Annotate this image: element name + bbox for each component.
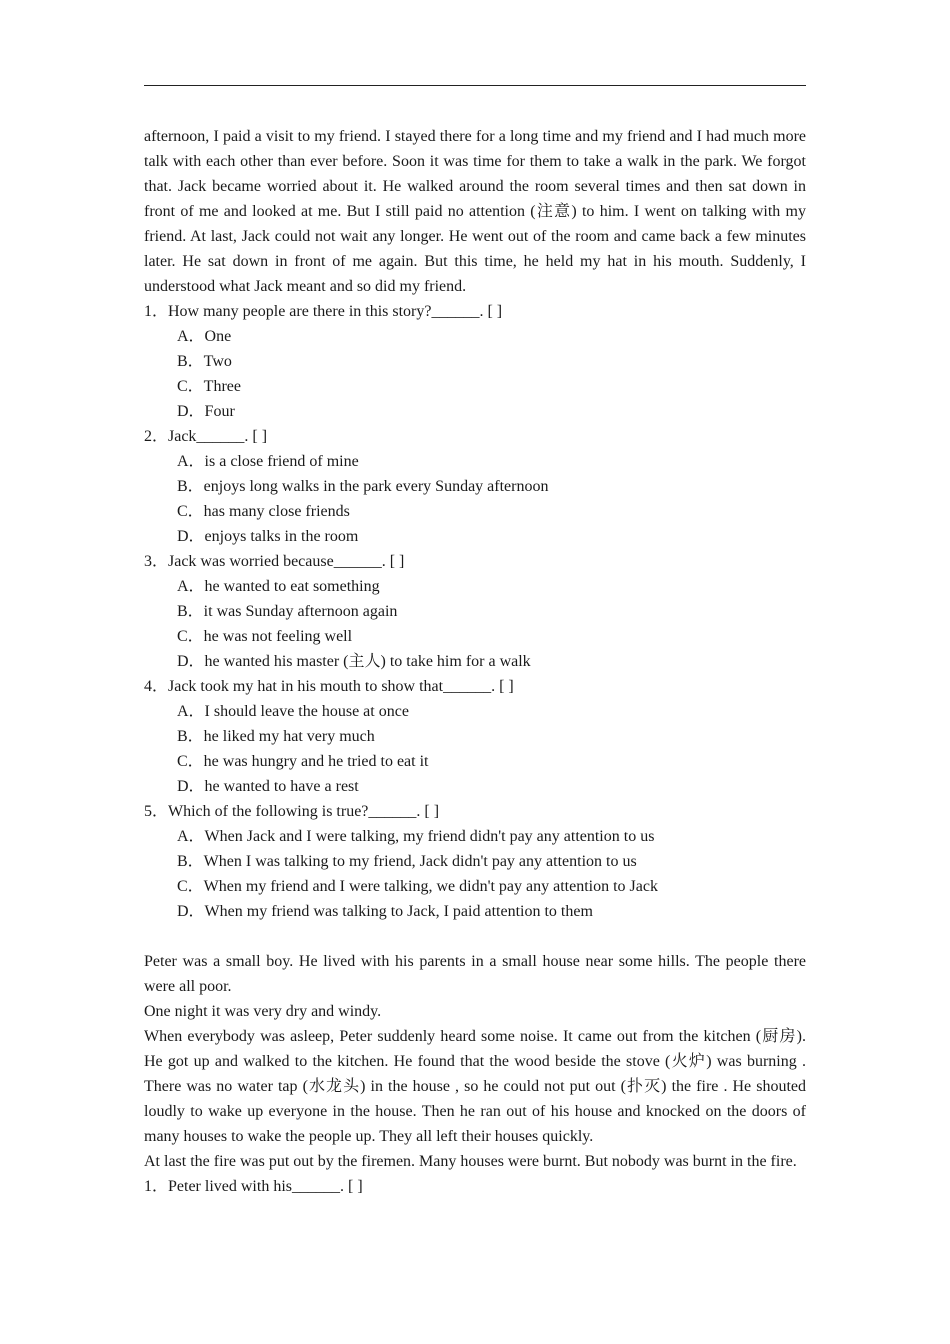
option-b: B．he liked my hat very much xyxy=(177,728,375,745)
option-d: D．When my friend was talking to Jack, I paid attention to them xyxy=(177,903,593,920)
option-c: C．has many close friends xyxy=(177,503,350,520)
question-5 xyxy=(144,799,806,924)
option-c: C．he was not feeling well xyxy=(177,628,353,645)
option-b: B．When I was talking to my friend, Jack didn't pay any attention to us xyxy=(177,853,637,870)
question-2 xyxy=(144,424,806,549)
option-d: D．Four xyxy=(177,403,235,420)
passage-2-paragraph: Peter was a small boy. He lived with his parents in a small house near some hills. The people there were all poor. xyxy=(144,953,806,995)
question-stem: 5．Which of the following is true?______. [ ] xyxy=(144,803,440,820)
question-stem: 1．Peter lived with his______. [ ] xyxy=(144,1178,363,1195)
section-spacer xyxy=(144,924,806,949)
question-stem: 4．Jack took my hat in his mouth to show that______. [ ] xyxy=(144,678,514,695)
header-rule xyxy=(144,85,806,86)
passage-2-paragraph: At last the fire was put out by the firemen. Many houses were burnt. But nobody was burnt in the fire. xyxy=(144,1153,797,1170)
option-a: A．is a close friend of mine xyxy=(177,453,359,470)
question-1 xyxy=(144,299,806,424)
question-3 xyxy=(144,549,806,674)
passage-2-paragraph: One night it was very dry and windy. xyxy=(144,1003,382,1020)
question-stem: 1．How many people are there in this story?______. [ ] xyxy=(144,303,503,320)
question-4 xyxy=(144,674,806,799)
option-a: A．I should leave the house at once xyxy=(177,703,409,720)
option-c: C．Three xyxy=(177,378,241,395)
option-a: A．he wanted to eat something xyxy=(177,578,380,595)
option-d: D．he wanted to have a rest xyxy=(177,778,359,795)
option-a: A．When Jack and I were talking, my friend didn't pay any attention to us xyxy=(177,828,655,845)
question-stem: 3．Jack was worried because______. [ ] xyxy=(144,553,405,570)
passage-2-question-1 xyxy=(144,1174,806,1199)
option-c: C．he was hungry and he tried to eat it xyxy=(177,753,429,770)
option-a: A．One xyxy=(177,328,232,345)
document-body xyxy=(144,124,806,1199)
option-d: D．enjoys talks in the room xyxy=(177,528,359,545)
question-stem: 2．Jack______. [ ] xyxy=(144,428,268,445)
passage-2-paragraph: When everybody was asleep, Peter suddenly heard some noise. It came out from the kitchen (厨房). He got up and walked to the kitchen. He found that the wood beside the stove (火炉) was burning . There was no water tap (水龙头) in the house , so he could not put out (扑灭) the fire . He shouted loudly to wake up everyone in the house. Then he ran out of his house and knocked on the doors of many houses to wake the people up. They all left their houses quickly. xyxy=(144,1028,806,1145)
option-c: C．When my friend and I were talking, we didn't pay any attention to Jack xyxy=(177,878,658,895)
option-d: D．he wanted his master (主人) to take him for a walk xyxy=(177,653,531,670)
option-b: B．it was Sunday afternoon again xyxy=(177,603,398,620)
option-b: B．enjoys long walks in the park every Sunday afternoon xyxy=(177,478,549,495)
option-b: B．Two xyxy=(177,353,232,370)
passage-1-paragraph: afternoon, I paid a visit to my friend. I stayed there for a long time and my friend and I had much more talk with each other than ever before. Soon it was time for them to take a walk in the park. We forgot that. Jack became worried about it. He walked around the room several times and then sat down in front of me and looked at me. But I still paid no attention (注意) to him. I went on talking with my friend. At last, Jack could not wait any longer. He went out of the room and came back a few minutes later. He sat down in front of me again. But this time, he held my hat in his mouth. Suddenly, I understood what Jack meant and so did my friend. xyxy=(144,128,806,295)
